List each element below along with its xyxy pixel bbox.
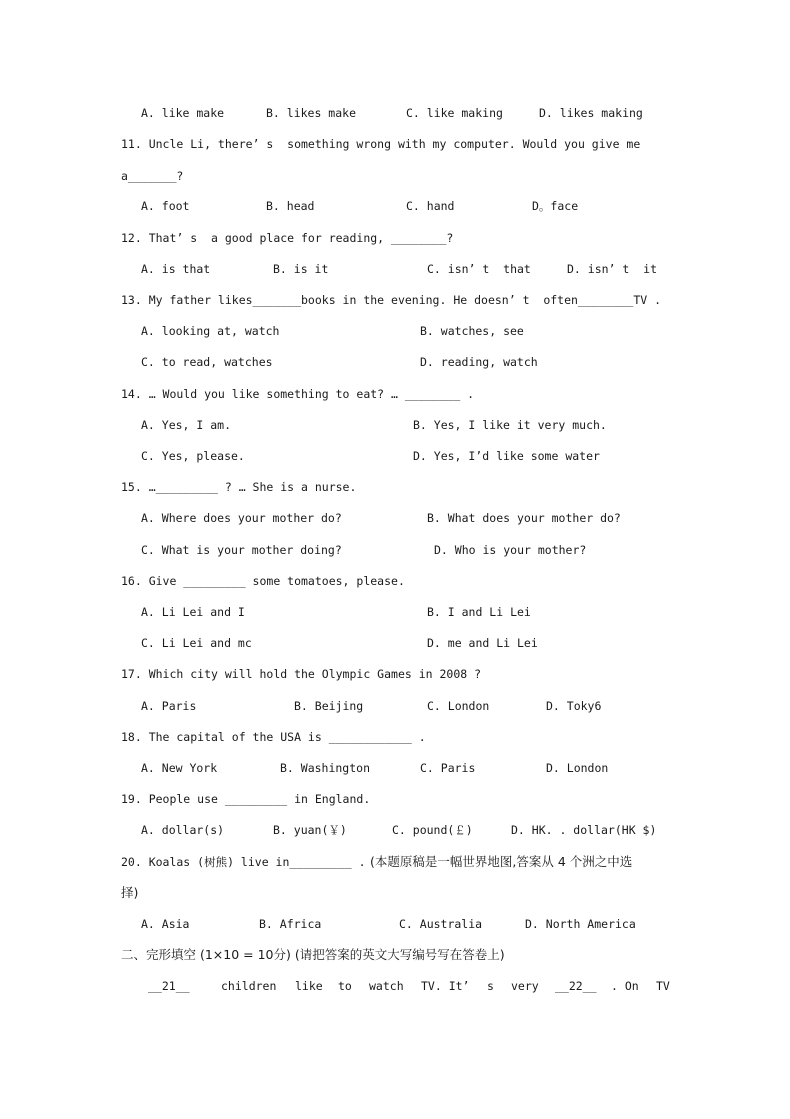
passage-word: s <box>487 979 494 993</box>
q12-option-d: D. isn’ t it <box>567 262 658 276</box>
q13-option-a: A. looking at, watch <box>141 324 280 338</box>
q16-option-d: D. me and Li Lei <box>427 636 538 650</box>
q19-option-b: B. yuan(￥) <box>273 823 347 837</box>
q19-stem: 19. People use _________ in England. <box>121 792 371 806</box>
q11-option-a: A. foot <box>141 199 190 213</box>
q18-option-a: A. New York <box>141 761 218 775</box>
q20-stem: 20. Koalas (树熊) live in_________ . <box>121 855 366 869</box>
q11-option-c: C. hand <box>406 199 455 213</box>
passage-word: like <box>295 979 323 993</box>
q18-option-c: C. Paris <box>420 761 476 775</box>
q14-option-a: A. Yes, I am. <box>141 418 232 432</box>
q14-option-c: C. Yes, please. <box>141 449 245 463</box>
q14-option-d: D. Yes, I’d like some water <box>413 449 600 463</box>
q18-option-d: D. London <box>546 761 609 775</box>
passage-word: TV <box>656 979 670 993</box>
q14-stem: 14. … Would you like something to eat? … ________ . <box>121 387 475 401</box>
cloze-blank-22: __22__ <box>555 979 597 993</box>
q20-option-b: B. Africa <box>259 917 322 931</box>
q16-option-a: A. Li Lei and I <box>141 605 245 619</box>
q15-option-d: D. Who is your mother? <box>434 543 587 557</box>
q14-option-b: B. Yes, I like it very much. <box>413 418 607 432</box>
q13-stem: 13. My father likes_______books in the evening. He doesn’ t often________TV . <box>121 293 662 307</box>
q12-stem: 12. That’ s a good place for reading, ________? <box>121 231 454 245</box>
q10-option-c: C. like making <box>406 106 503 120</box>
q20-option-a: A. Asia <box>141 917 190 931</box>
passage-word: to <box>338 979 352 993</box>
q12-option-c: C. isn’ t that <box>427 262 531 276</box>
q18-option-b: B. Washington <box>280 761 371 775</box>
q15-option-c: C. What is your mother doing? <box>141 543 342 557</box>
q16-option-c: C. Li Lei and mc <box>141 636 252 650</box>
q13-option-d: D. reading, watch <box>420 355 538 369</box>
q15-option-b: B. What does your mother do? <box>427 511 621 525</box>
q15-stem: 15. …_________ ? … She is a nurse. <box>121 480 357 494</box>
q16-stem: 16. Give _________ some tomatoes, please. <box>121 574 405 588</box>
q12-option-a: A. is that <box>141 262 211 276</box>
passage-word: very <box>511 979 539 993</box>
q11-stem-continued: a_______? <box>121 169 184 183</box>
cloze-blank-21: __21__ <box>148 979 190 993</box>
q11-option-d: D。face <box>532 199 579 213</box>
q20-option-d: D. North America <box>525 917 636 931</box>
q10-option-b: B. likes make <box>266 106 357 120</box>
q12-option-b: B. is it <box>273 262 329 276</box>
q20-note: (本题原稿是一幅世界地图,答案从 4 个洲之中选 <box>370 854 633 869</box>
passage-word: watch <box>369 979 404 993</box>
q11-option-b: B. head <box>266 199 315 213</box>
q17-option-d: D. Toky6 <box>546 699 602 713</box>
q20-option-c: C. Australia <box>399 917 483 931</box>
q17-option-b: B. Beijing <box>294 699 364 713</box>
q17-option-c: C. London <box>427 699 490 713</box>
q13-option-b: B. watches, see <box>420 324 524 338</box>
q13-option-c: C. to read, watches <box>141 355 273 369</box>
q16-option-b: B. I and Li Lei <box>427 605 531 619</box>
q19-option-a: A. dollar(s) <box>141 823 225 837</box>
q15-option-a: A. Where does your mother do? <box>141 511 342 525</box>
q17-option-a: A. Paris <box>141 699 197 713</box>
q19-option-c: C. pound(￡) <box>392 823 473 837</box>
section-heading-cloze: 二、完形填空 (1×10 = 10分) (请把答案的英文大写编号写在答卷上) <box>121 947 505 962</box>
q10-option-a: A. like make <box>141 106 225 120</box>
passage-word: . On <box>611 979 639 993</box>
q10-option-d: D. likes making <box>539 106 643 120</box>
q18-stem: 18. The capital of the USA is ____________ . <box>121 730 426 744</box>
passage-word: TV. It’ <box>421 979 470 993</box>
q11-stem: 11. Uncle Li, there’ s something wrong with my computer. Would you give me <box>121 137 641 151</box>
q20-note-continued: 择) <box>121 885 139 900</box>
passage-word: children <box>221 979 277 993</box>
q17-stem: 17. Which city will hold the Olympic Games in 2008 ? <box>121 667 482 681</box>
q19-option-d: D. HK. . dollar(HK $) <box>511 823 657 837</box>
